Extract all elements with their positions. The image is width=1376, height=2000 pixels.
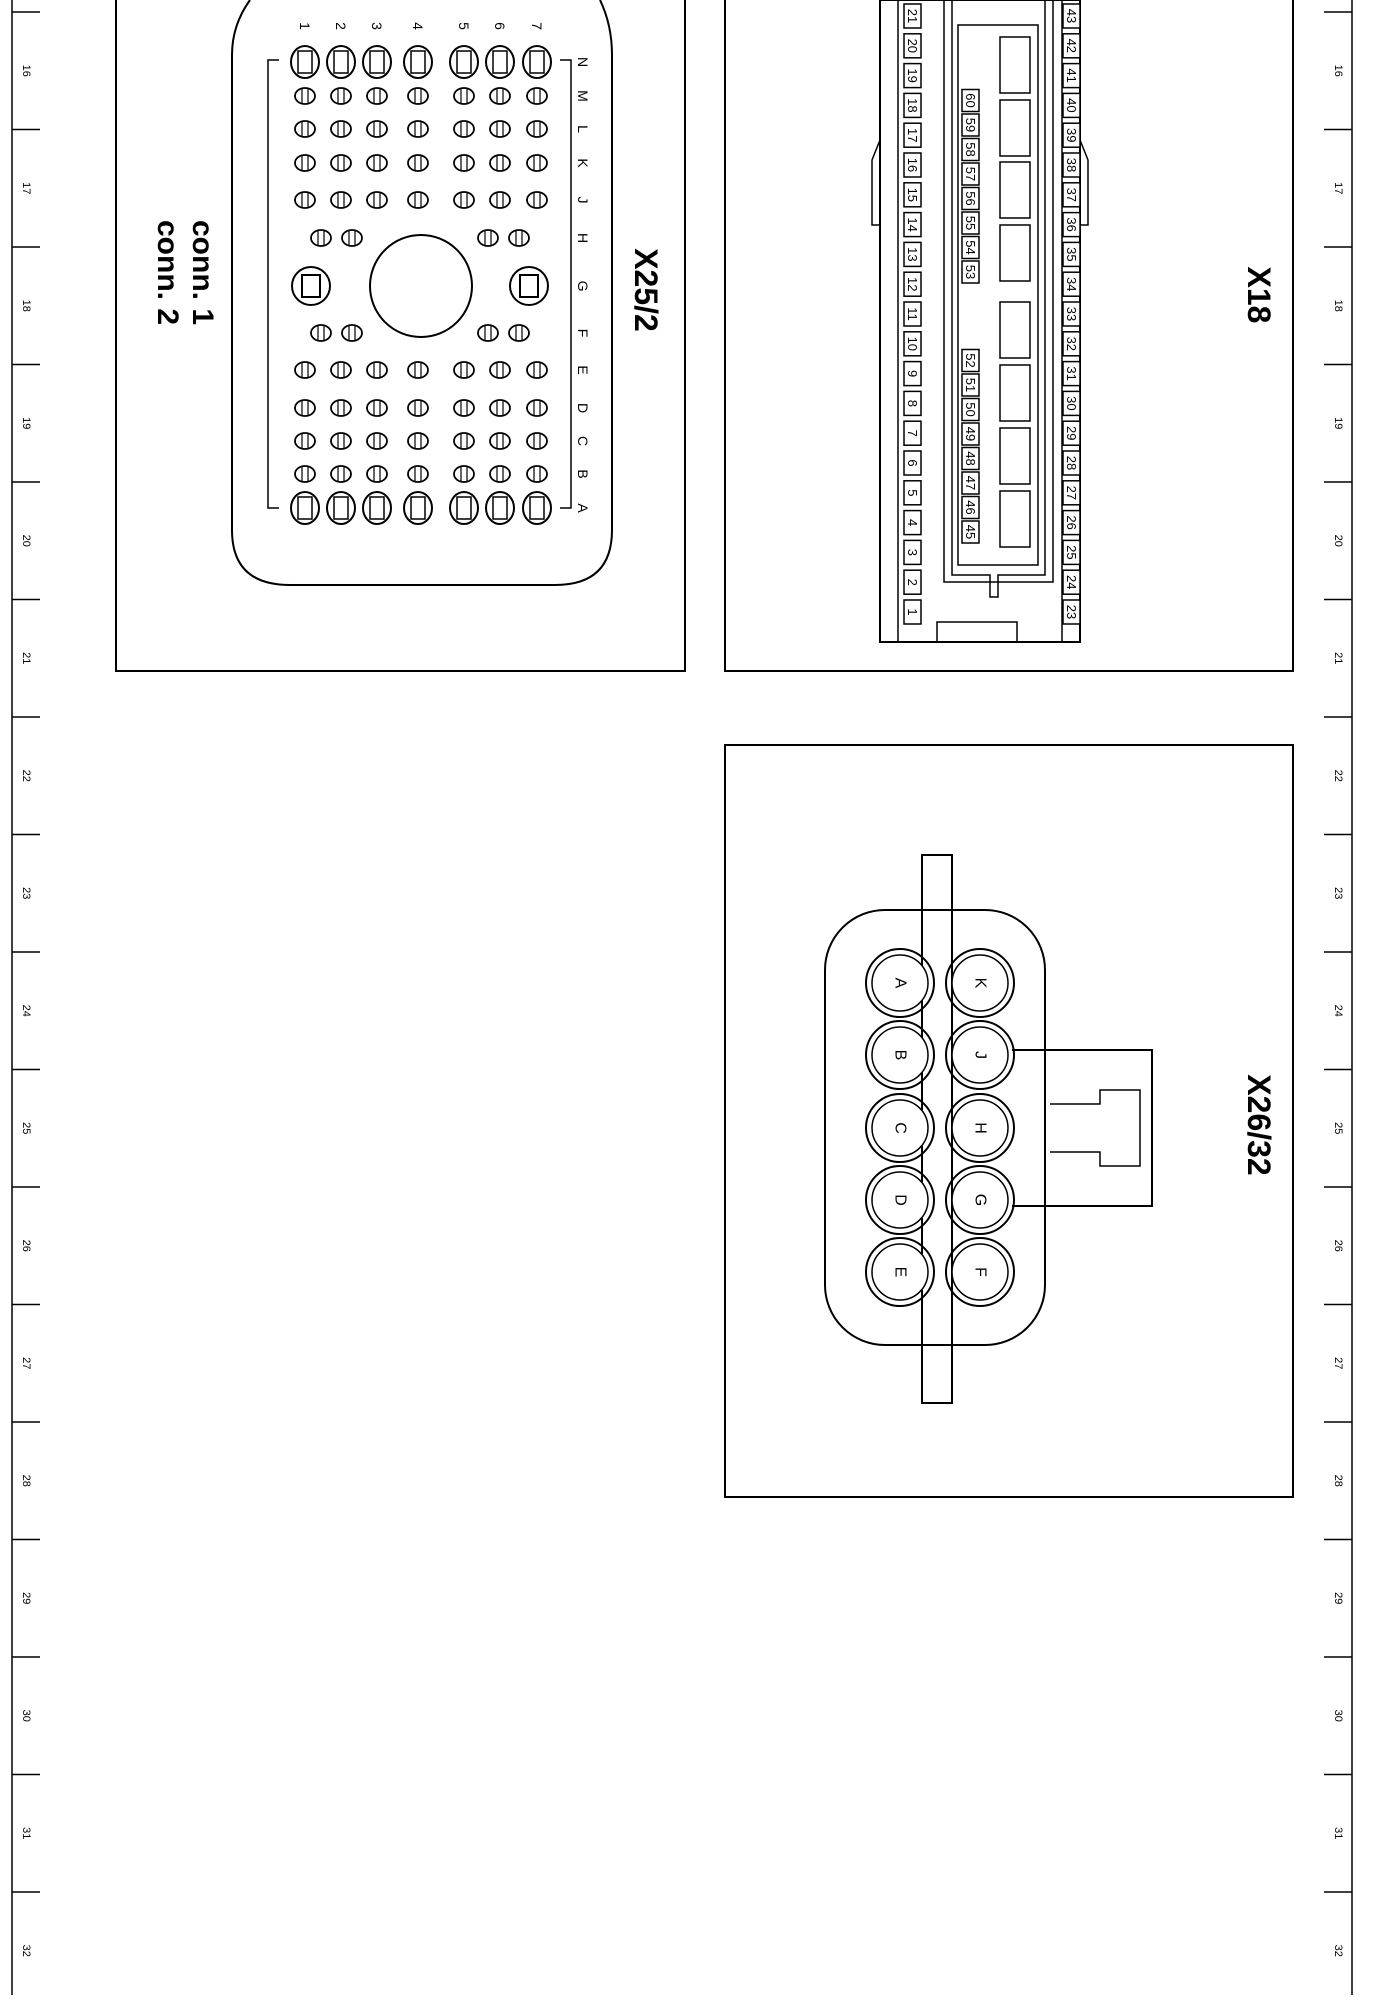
x18-pin xyxy=(904,213,921,237)
grid-label-right: 23 xyxy=(1332,887,1344,900)
x18-pin-number: 20 xyxy=(905,38,920,54)
grid-label-left: 31 xyxy=(20,1827,32,1840)
x26-pin-letter: H xyxy=(971,1122,989,1134)
x18-pin-number: 2 xyxy=(905,578,920,586)
x18-pin xyxy=(962,423,979,445)
x18-pin-number: 51 xyxy=(963,377,978,393)
x18-pin-number: 29 xyxy=(1064,425,1079,441)
x18-pin-number: 28 xyxy=(1064,455,1079,471)
x18-pin xyxy=(904,153,921,177)
x18-pin xyxy=(1063,93,1080,117)
x18-pin xyxy=(962,188,979,210)
x25-title: X25/2 xyxy=(628,248,664,332)
x25-caption-conn-2: conn. 2 xyxy=(151,220,184,326)
x18-pin-number: 42 xyxy=(1064,38,1079,54)
x25-column-label: 5 xyxy=(456,22,472,30)
x25-row-label: A xyxy=(575,503,591,513)
x26-pin xyxy=(946,1238,1014,1306)
x18-pin-number: 31 xyxy=(1064,366,1079,381)
x26-pin-letter: J xyxy=(971,1051,989,1059)
x18-pin xyxy=(1063,153,1080,177)
x18-pin xyxy=(904,511,921,535)
x18-pin xyxy=(904,123,921,147)
x18-pin-number: 10 xyxy=(905,336,920,352)
x26-pin-letter: B xyxy=(891,1049,909,1061)
x18-pin xyxy=(1063,570,1080,594)
x18-pin xyxy=(1063,213,1080,237)
x25-row-label: E xyxy=(575,365,591,375)
grid-label-right: 26 xyxy=(1332,1239,1344,1252)
grid-label-right: 24 xyxy=(1332,1004,1344,1017)
grid-label-left: 30 xyxy=(20,1709,32,1722)
x18-pin-number: 32 xyxy=(1064,336,1079,352)
x18-pin xyxy=(904,34,921,58)
x18-pin-number: 27 xyxy=(1064,485,1079,501)
x18-pin-number: 34 xyxy=(1064,276,1079,292)
x18-pin xyxy=(1063,421,1080,445)
x18-pin xyxy=(904,332,921,356)
x25-column-labels xyxy=(297,22,545,30)
x18-pin xyxy=(904,600,921,624)
x18-pin xyxy=(962,139,979,161)
grid-label-left: 19 xyxy=(20,417,32,430)
x25-column-label: 2 xyxy=(333,22,349,30)
x18-pin-number: 8 xyxy=(905,399,920,408)
grid-label-left: 16 xyxy=(20,64,32,77)
x25-row-label: D xyxy=(575,402,591,414)
x18-pin-number: 15 xyxy=(905,187,920,203)
x18-pin xyxy=(962,237,979,259)
x26-pin xyxy=(946,1094,1014,1162)
grid-label-right: 18 xyxy=(1332,299,1344,312)
x26-pin xyxy=(866,1021,934,1089)
x26-pin-letter: D xyxy=(891,1194,909,1206)
x18-pin-number: 49 xyxy=(963,426,978,442)
x18-pin-number: 39 xyxy=(1064,127,1079,143)
x18-pin xyxy=(904,183,921,207)
grid-label-left: 28 xyxy=(20,1474,32,1487)
grid-label-left: 32 xyxy=(20,1944,32,1957)
x18-pin-number: 54 xyxy=(963,240,978,255)
x26-pin xyxy=(866,949,934,1017)
grid-label-right: 20 xyxy=(1332,534,1344,547)
x18-pin xyxy=(1063,451,1080,475)
x18-pin-number: 7 xyxy=(905,429,920,437)
x18-pin-number: 5 xyxy=(905,489,920,497)
grid-label-left: 17 xyxy=(20,182,32,195)
x18-pin-number: 53 xyxy=(963,264,978,280)
grid-label-right: 28 xyxy=(1332,1474,1344,1487)
x18-pin-number: 47 xyxy=(963,475,978,491)
x18-pin xyxy=(1063,123,1080,147)
x26-title: X26/32 xyxy=(1241,1074,1277,1176)
x25-row-label: K xyxy=(575,158,591,168)
x18-pin xyxy=(962,521,979,543)
x18-title: X18 xyxy=(1241,266,1277,324)
x18-pin-number: 25 xyxy=(1064,545,1079,560)
x18-pin xyxy=(1063,600,1080,624)
x18-pin xyxy=(904,93,921,117)
x18-pin xyxy=(962,163,979,185)
x26-pin xyxy=(866,1094,934,1162)
x18-pin xyxy=(1063,34,1080,58)
x18-pin xyxy=(1063,362,1080,386)
grid-label-right: 17 xyxy=(1332,182,1344,195)
x25-row-label: B xyxy=(575,469,591,479)
x18-pin-number: 26 xyxy=(1064,515,1079,530)
grid-label-left: 18 xyxy=(20,299,32,312)
x25-column-label: 7 xyxy=(529,22,545,30)
x25-column-label: 4 xyxy=(410,22,426,30)
grid-label-left: 24 xyxy=(20,1004,32,1017)
x25-row-label: L xyxy=(575,125,591,133)
x18-pin-number: 6 xyxy=(905,459,920,467)
x18-pin xyxy=(1063,242,1080,266)
x18-pin xyxy=(962,350,979,372)
x18-pin-number: 11 xyxy=(905,307,920,321)
x18-pin-number: 12 xyxy=(905,276,920,292)
x18-pin-number: 1 xyxy=(905,608,920,616)
x18-pin xyxy=(1063,391,1080,415)
x18-pin xyxy=(1063,481,1080,505)
x18-pin-number: 24 xyxy=(1064,574,1079,590)
x18-pin-number: 57 xyxy=(963,166,978,182)
x18-pin-number: 3 xyxy=(905,548,920,557)
x18-pin xyxy=(1063,4,1080,28)
x18-pin-number: 38 xyxy=(1064,157,1079,173)
x18-pin-number: 33 xyxy=(1064,306,1079,322)
x18-pin xyxy=(962,114,979,136)
x18-pin xyxy=(1063,332,1080,356)
x18-pin xyxy=(904,362,921,386)
x18-pin xyxy=(904,421,921,445)
x26-pin xyxy=(946,1021,1014,1089)
x18-pin-number: 36 xyxy=(1064,217,1079,232)
x25-row-labels xyxy=(575,57,591,513)
grid-label-right: 29 xyxy=(1332,1592,1344,1605)
x18-pin xyxy=(1063,540,1080,564)
x18-pin-number: 17 xyxy=(905,127,920,143)
x18-pin-number: 9 xyxy=(905,369,920,378)
grid-label-left: 29 xyxy=(20,1592,32,1605)
x18-pin-number: 21 xyxy=(905,8,920,24)
x25-column-label: 6 xyxy=(492,22,508,30)
x18-pin-number: 52 xyxy=(963,353,978,368)
x25-row-label: J xyxy=(575,196,591,204)
grid-label-left: 21 xyxy=(20,652,32,665)
x18-pin xyxy=(962,472,979,494)
x18-pin xyxy=(904,272,921,296)
x18-pin-number: 40 xyxy=(1064,98,1079,113)
x18-pin xyxy=(962,90,979,112)
x18-pin xyxy=(962,261,979,283)
x18-pin xyxy=(904,540,921,564)
x26-pin xyxy=(946,949,1014,1017)
x26-pin-letter: F xyxy=(971,1267,989,1277)
x18-pin xyxy=(962,448,979,470)
x18-pin xyxy=(962,212,979,234)
grid-label-left: 22 xyxy=(20,769,32,782)
grid-label-right: 16 xyxy=(1332,64,1344,77)
x18-pin-number: 50 xyxy=(963,402,978,417)
x26-pin-letter: C xyxy=(891,1122,909,1134)
x18-pin-number: 13 xyxy=(905,247,920,262)
x18-pin xyxy=(1063,272,1080,296)
x18-pin-number: 45 xyxy=(963,524,978,540)
x26-pin-letter: A xyxy=(891,977,909,989)
grid-label-right: 31 xyxy=(1332,1827,1344,1840)
x26-pin xyxy=(866,1238,934,1306)
grid-label-left: 23 xyxy=(20,887,32,900)
x18-pin-number: 23 xyxy=(1064,604,1079,620)
x18-pin xyxy=(962,374,979,396)
x18-pin-number: 19 xyxy=(905,68,920,83)
x18-pin-number: 48 xyxy=(963,451,978,466)
x26-pin-letter: G xyxy=(971,1193,989,1207)
x18-pin-number: 30 xyxy=(1064,396,1079,411)
x18-pin xyxy=(904,391,921,415)
x25-row-label: H xyxy=(575,232,591,244)
grid-label-right: 30 xyxy=(1332,1709,1344,1722)
x18-pin-number: 16 xyxy=(905,157,920,173)
x18-pin-number: 56 xyxy=(963,191,978,206)
grid-label-right: 32 xyxy=(1332,1944,1344,1957)
x18-pin xyxy=(904,302,921,326)
grid-label-left: 26 xyxy=(20,1239,32,1252)
x26-pin-letter: E xyxy=(891,1266,909,1278)
x18-pin xyxy=(904,570,921,594)
x18-pin-number: 35 xyxy=(1064,247,1079,262)
x18-pin xyxy=(1063,183,1080,207)
x18-pin-number: 58 xyxy=(963,142,978,157)
x18-pin xyxy=(1063,511,1080,535)
x18-pin xyxy=(1063,64,1080,88)
grid-label-right: 25 xyxy=(1332,1122,1344,1135)
x18-pin xyxy=(904,242,921,266)
x18-pin-number: 18 xyxy=(905,98,920,113)
x18-pin xyxy=(904,4,921,28)
x18-pin xyxy=(904,64,921,88)
x18-pin-number: 55 xyxy=(963,215,978,231)
grid-label-right: 19 xyxy=(1332,417,1344,430)
grid-label-left: 20 xyxy=(20,534,32,547)
x18-pin xyxy=(962,399,979,421)
x18-pin xyxy=(904,451,921,475)
x26-pin xyxy=(866,1166,934,1234)
x25-row-label: M xyxy=(575,90,591,102)
grid-label-right: 27 xyxy=(1332,1357,1344,1370)
x18-pin-number: 14 xyxy=(905,217,920,232)
x25-caption-conn-1: conn. 1 xyxy=(186,220,219,326)
x18-pin xyxy=(904,481,921,505)
x18-pin-number: 41 xyxy=(1064,68,1079,83)
grid-label-right: 21 xyxy=(1332,652,1344,665)
x25-row-label: C xyxy=(575,435,591,447)
x18-pin xyxy=(1063,302,1080,326)
x18-pin-number: 60 xyxy=(963,93,978,108)
x18-pin-number: 4 xyxy=(905,518,920,527)
x25-row-label: N xyxy=(575,56,591,68)
x18-pin-number: 37 xyxy=(1064,187,1079,203)
x26-pin xyxy=(946,1166,1014,1234)
x18-pin xyxy=(962,497,979,519)
x18-pin-number: 46 xyxy=(963,500,978,515)
grid-label-left: 25 xyxy=(20,1122,32,1135)
x25-column-label: 1 xyxy=(297,22,313,30)
grid-label-right: 22 xyxy=(1332,769,1344,782)
x25-column-label: 3 xyxy=(369,22,385,30)
x25-row-label: G xyxy=(575,280,591,292)
grid-label-left: 27 xyxy=(20,1357,32,1370)
x25-row-label: F xyxy=(575,328,591,338)
x18-pin-number: 43 xyxy=(1064,8,1079,24)
x18-pin-number: 59 xyxy=(963,117,978,133)
x26-pin-letter: K xyxy=(971,977,989,989)
